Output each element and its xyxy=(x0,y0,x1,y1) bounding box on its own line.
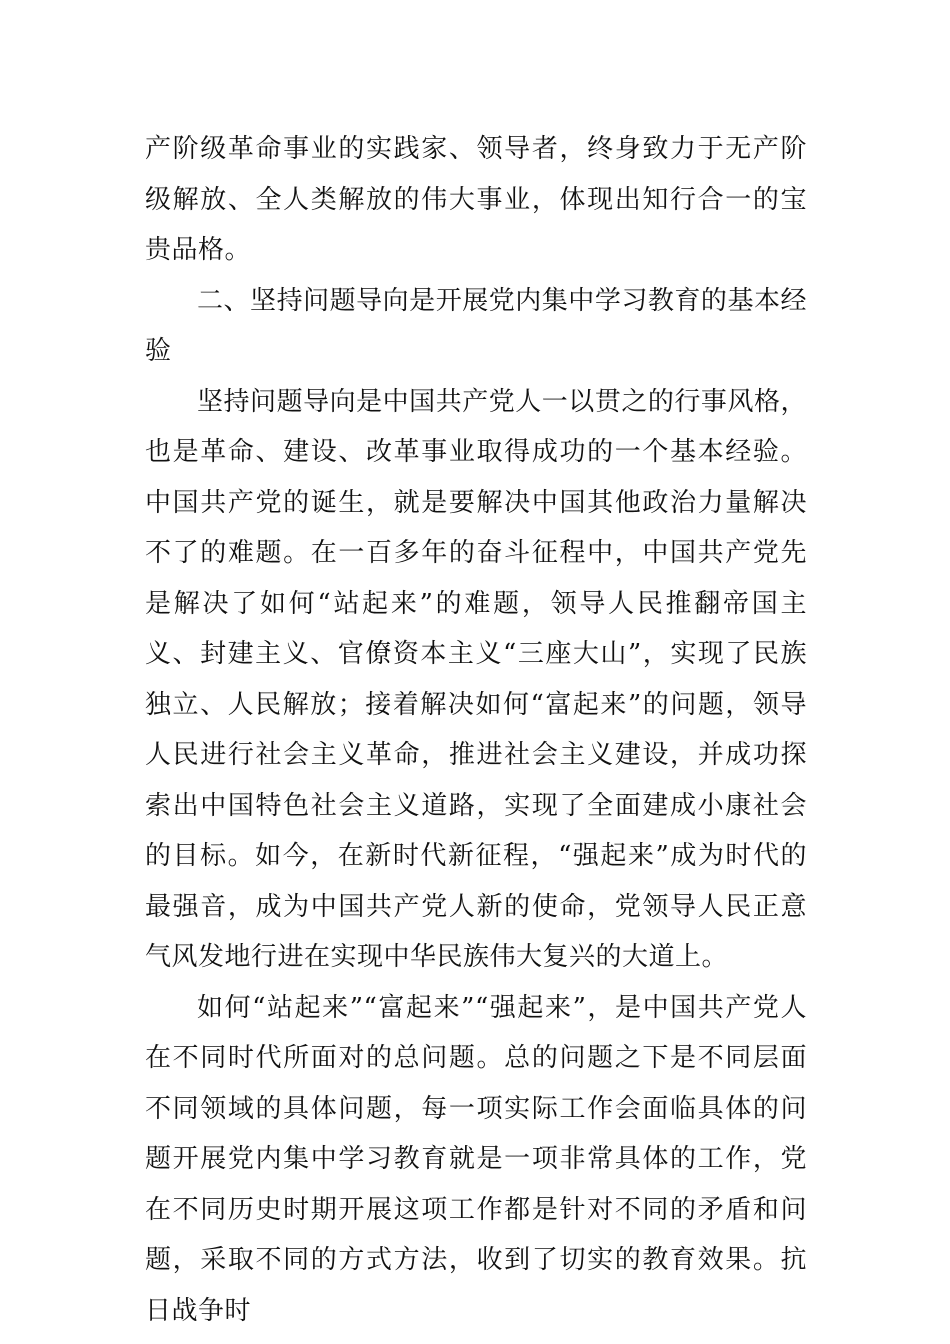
section-heading: 二、坚持问题导向是开展党内集中学习教育的基本经验 xyxy=(145,285,807,366)
document-body xyxy=(145,124,807,1336)
paragraph-general-question: 如何“站起来”“富起来”“强起来”，是中国共产党人在不同时代所面对的总问题。总的问题之下是不同层面不同领域的具体问题，每一项实际工作会面临具体的问题开展党内集中学习教育就是一项非常具体的工作，党在不同历史时期开展这项工作都是针对不同的矛盾和问题，采取不同的方式方法，收到了切实的教育效果。抗日战争时 xyxy=(145,992,807,1326)
paragraph-problem-orientation: 坚持问题导向是中国共产党人一以贯之的行事风格，也是革命、建设、改革事业取得成功的一个基本经验。中国共产党的诞生，就是要解决中国其他政治力量解决不了的难题。在一百多年的奋斗征程中，中国共产党先是解决了如何“站起来”的难题，领导人民推翻帝国主义、封建主义、官僚资本主义“三座大山”，实现了民族独立、人民解放；接着解决如何“富起来”的问题，领导人民进行社会主义革命，推进社会主义建设，并成功探索出中国特色社会主义道路，实现了全面建成小康社会的目标。如今，在新时代新征程，“强起来”成为时代的最强音，成为中国共产党人新的使命，党领导人民正意气风发地行进在实现中华民族伟大复兴的大道上。 xyxy=(145,386,807,972)
paragraph-continuation: 产阶级革命事业的实践家、领导者，终身致力于无产阶级解放、全人类解放的伟大事业，体现出知行合一的宝贵品格。 xyxy=(145,134,807,265)
